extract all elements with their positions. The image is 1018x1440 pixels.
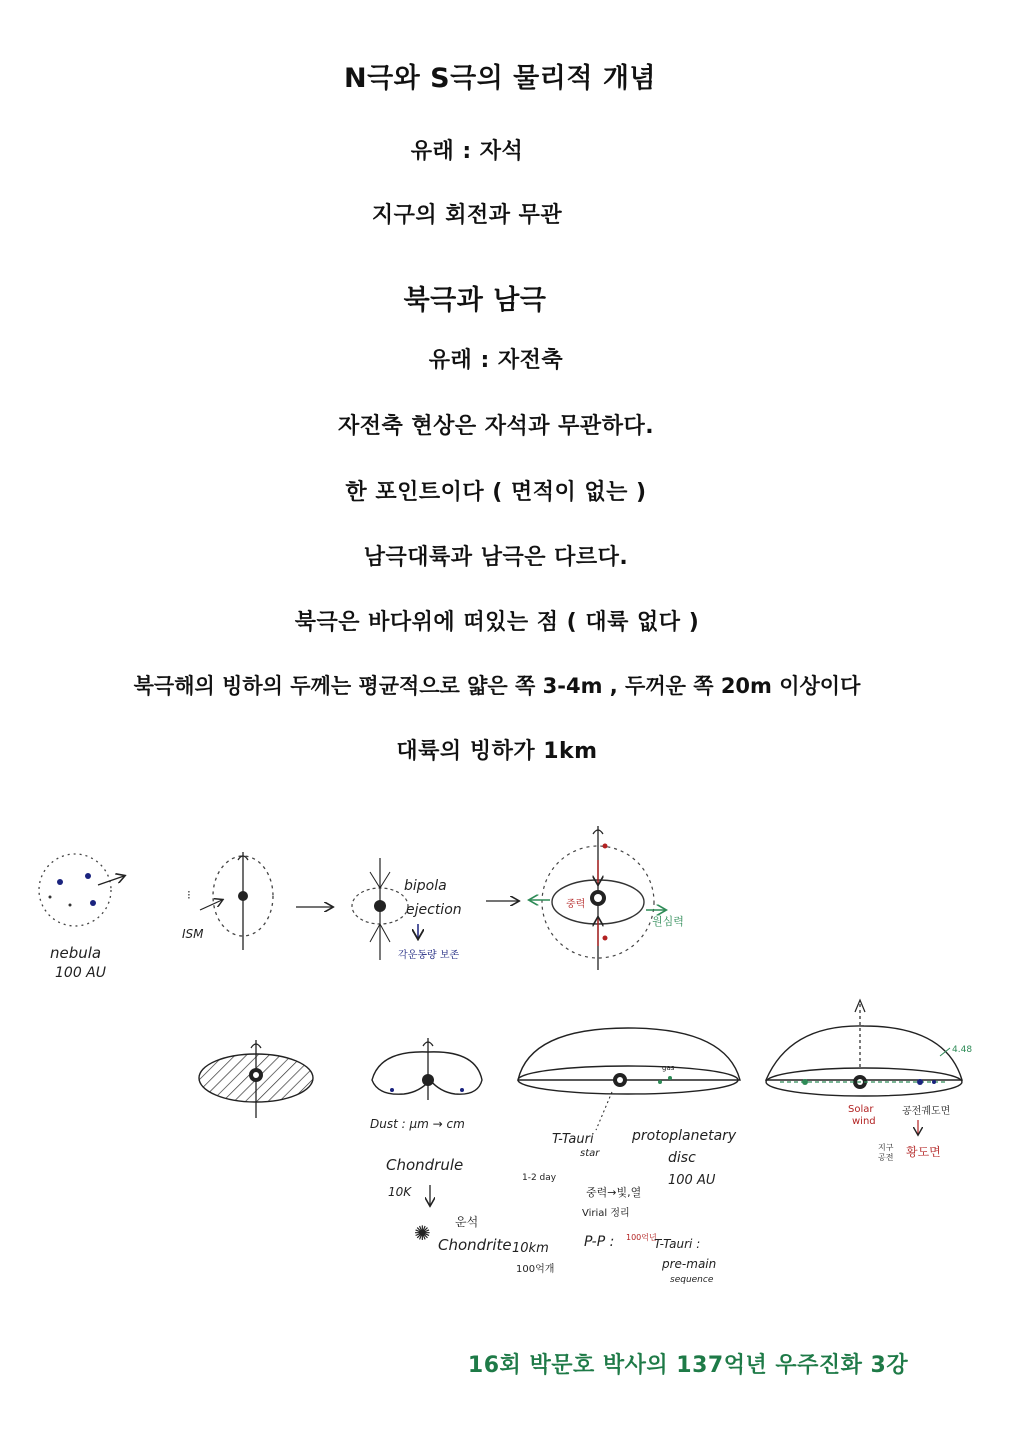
svg-text:bipola: bipola [404, 878, 447, 894]
svg-text:T-Tauri: T-Tauri [552, 1132, 594, 1147]
ism-label: ISM [182, 927, 204, 941]
text-line-antarctica: 남극대륙과 남극은 다르다. [363, 545, 629, 570]
text-line-unrelated-rotation: 지구의 회전과 무관 [371, 203, 563, 228]
svg-text:공전궤도면: 공전궤도면 [902, 1106, 951, 1117]
svg-text:10K: 10K [388, 1185, 412, 1199]
svg-text:Chondrule: Chondrule [386, 1156, 464, 1174]
svg-text:T-Tauri :: T-Tauri : [654, 1237, 701, 1251]
svg-text:P-P :: P-P : [584, 1234, 615, 1250]
sketch-diagram [0, 810, 1018, 1300]
svg-text:지구: 지구 [878, 1143, 894, 1152]
svg-text:원심력: 원심력 [652, 915, 684, 928]
nebula-label: nebula [50, 944, 102, 962]
text-line-origin-magnet: 유래 : 자석 [410, 139, 524, 164]
text-line-continental-ice: 대륙의 빙하가 1km [396, 739, 598, 764]
text-line-ice-thickness: 북극해의 빙하의 두께는 평균적으로 얇은 쪽 3-4m , 두꺼운 쪽 20m 이상이다 [133, 674, 861, 698]
svg-text:protoplanetary: protoplanetary [632, 1128, 737, 1144]
svg-text:중력: 중력 [566, 899, 586, 910]
svg-text:100억년: 100억년 [626, 1233, 657, 1242]
svg-text:⁝: ⁝ [187, 888, 191, 902]
solar-system-sketch [766, 1000, 972, 1162]
svg-text:Solar: Solar [848, 1104, 874, 1115]
svg-text:pre-main: pre-main [662, 1257, 717, 1271]
svg-text:황도면: 황도면 [906, 1145, 941, 1159]
svg-text:Chondrite: Chondrite [438, 1236, 512, 1254]
nebula-sketch [39, 854, 124, 981]
svg-text:1-2 day: 1-2 day [522, 1173, 557, 1183]
svg-text:Dust : μm → cm: Dust : μm → cm [370, 1117, 465, 1131]
protoplanetary-sketch [518, 1028, 740, 1285]
text-line-origin-axis: 유래 : 자전축 [428, 348, 564, 373]
svg-text:ejection: ejection [406, 902, 462, 918]
collapse-sketch [182, 852, 332, 950]
text-line-north-pole-sea: 북극은 바다위에 떠있는 점 ( 대륙 없다 ) [294, 610, 700, 635]
text-line-one-point: 한 포인트이다 ( 면적이 없는 ) [345, 480, 647, 505]
page-title: N극와 S극의 물리적 개념 [344, 63, 656, 94]
forces-sketch [530, 826, 684, 970]
dust-disc-sketch [370, 1038, 554, 1275]
section-heading-poles: 북극과 남극 [403, 285, 547, 316]
svg-text:gas: gas [662, 1064, 675, 1072]
bipolar-sketch [352, 858, 518, 961]
svg-text:disc: disc [668, 1150, 696, 1166]
svg-text:100 AU: 100 AU [668, 1173, 716, 1188]
svg-text:wind: wind [852, 1116, 876, 1127]
footer-caption: 16회 박문호 박사의 137억년 우주진화 3강 [467, 1353, 909, 1378]
svg-text:star: star [580, 1148, 600, 1159]
svg-text:sequence: sequence [670, 1275, 714, 1285]
svg-text:공전: 공전 [878, 1153, 894, 1162]
text-line-axis-unrelated: 자전축 현상은 자석과 무관하다. [337, 414, 655, 439]
svg-text:운석: 운석 [455, 1215, 479, 1229]
svg-text:10km: 10km [512, 1241, 549, 1256]
svg-text:각운동량 보존: 각운동량 보존 [398, 950, 460, 961]
svg-text:100억개: 100억개 [516, 1264, 555, 1275]
svg-text:Virial 정리: Virial 정리 [582, 1208, 630, 1219]
svg-text:✺: ✺ [414, 1221, 431, 1245]
svg-text:중력→빛,열: 중력→빛,열 [586, 1186, 642, 1199]
nebula-size-label: 100 AU [55, 965, 106, 981]
hatched-disc-sketch [199, 1040, 313, 1118]
svg-text:4.48: 4.48 [952, 1045, 973, 1055]
